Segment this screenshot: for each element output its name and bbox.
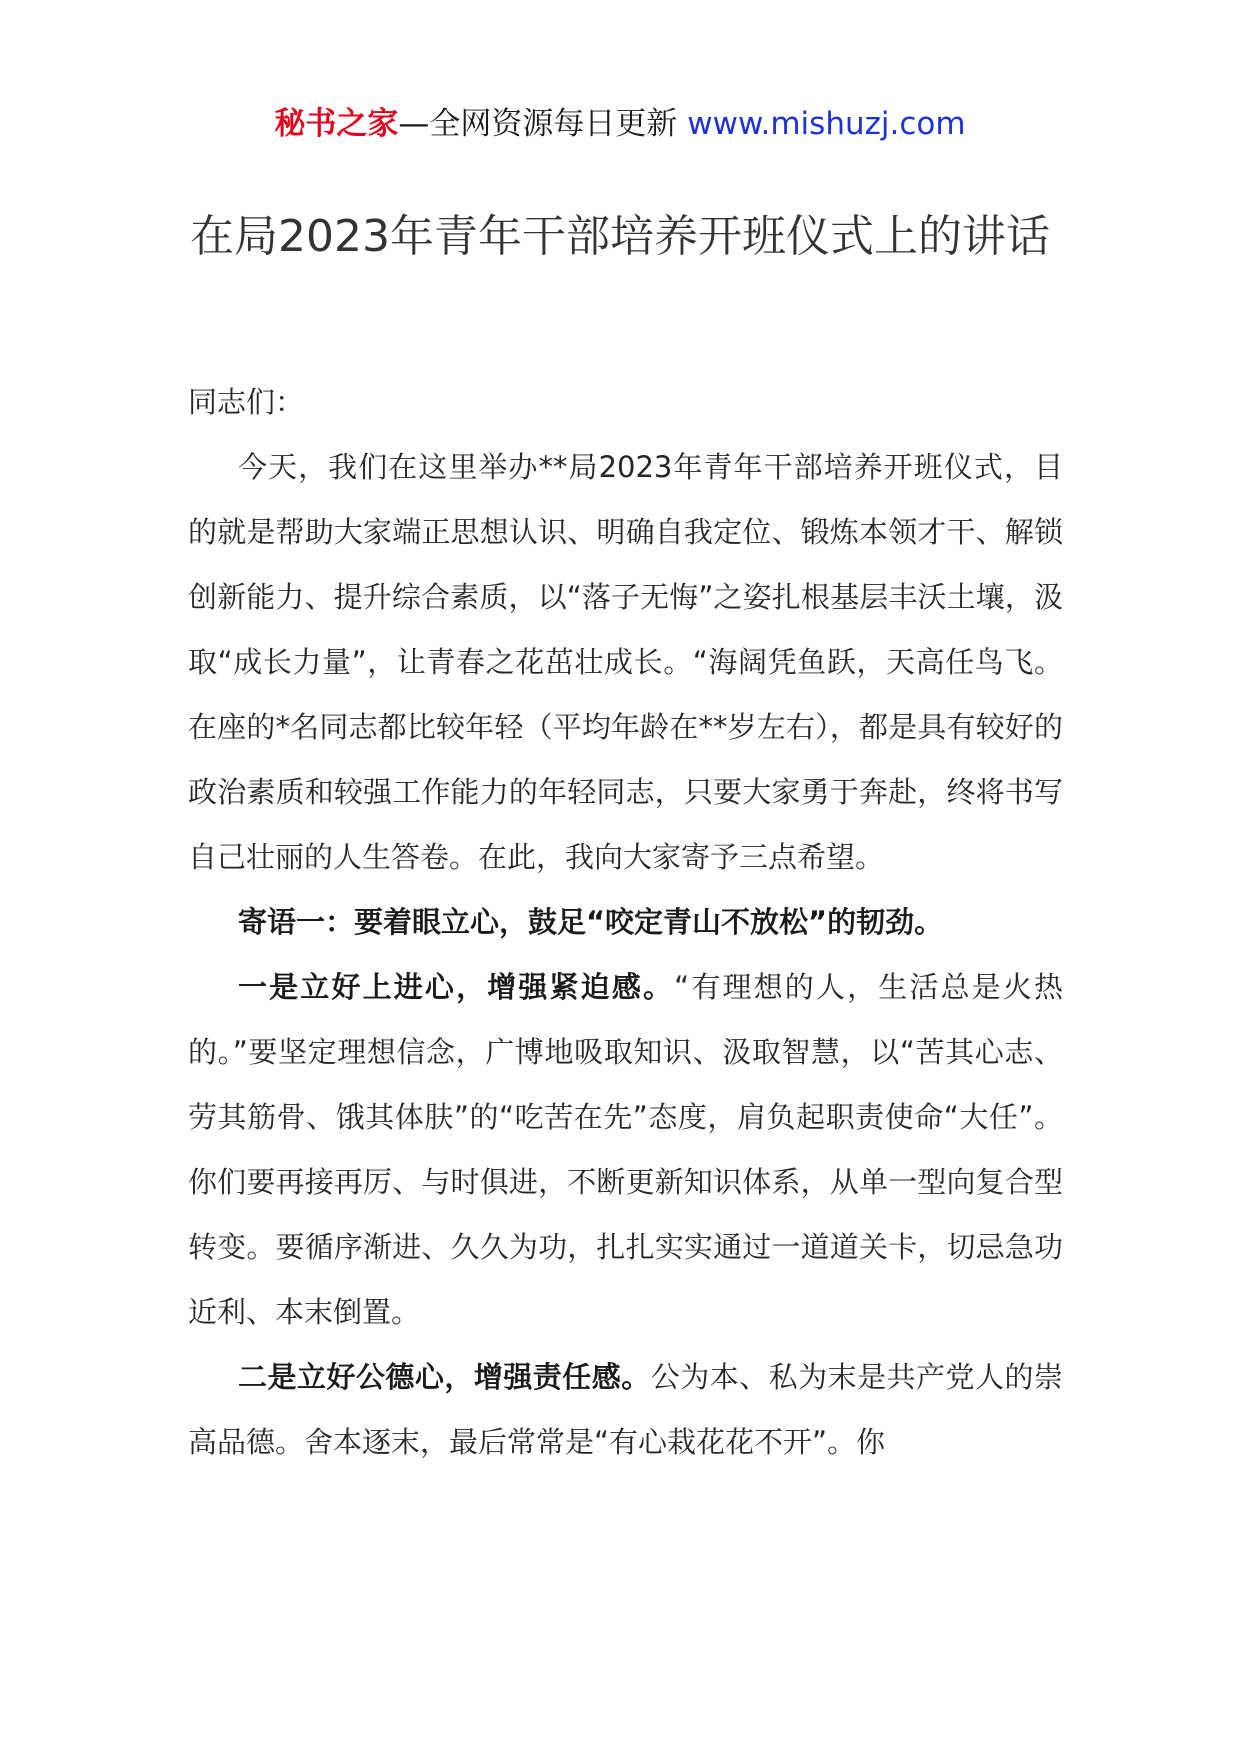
- paragraph-point-1: [188, 955, 1063, 1345]
- salutation: 同志们：: [188, 385, 305, 419]
- point-1-lead: 一是立好上进心，增强紧迫感。: [238, 970, 675, 1004]
- section-heading-1: 寄语一：要着眼立心，鼓足“咬定青山不放松”的韧劲。: [238, 905, 944, 939]
- brand-name: 秘书之家: [274, 106, 399, 142]
- point-2-text: 公为本、私为末是共产党人的崇高品德。舍本逐末，最后常常是“有心栽花花不开”。你: [188, 1360, 1063, 1459]
- site-url-link[interactable]: www.mishuzj.com: [687, 106, 966, 142]
- header-tagline: —全网资源每日更新: [398, 106, 678, 142]
- paragraph-point-2: [188, 1345, 1063, 1475]
- point-2-lead: 二是立好公德心，增强责任感。: [238, 1360, 651, 1394]
- document-body: [188, 370, 1063, 1475]
- point-1-text: “有理想的人，生活总是火热的。”要坚定理想信念，广博地吸取知识、汲取智慧，以“苦其心志、劳其筋骨、饿其体肤”的“吃苦在先”态度，肩负起职责使命“大任”。你们要再接再厉、与时俱进，不断更新知识体系，从单一型向复合型转变。要循序渐进、久久为功，扎扎实实通过一道道关卡，切忌急功近利、本末倒置。: [188, 970, 1063, 1329]
- paragraph-intro: 今天，我们在这里举办**局2023年青年干部培养开班仪式，目的就是帮助大家端正思想认识、明确自我定位、锻炼本领才干、解锁创新能力、提升综合素质，以“落子无悔”之姿扎根基层丰沃土壤，汲取“成长力量”，让青春之花茁壮成长。“海阔凭鱼跃，天高任鸟飞。在座的*名同志都比较年轻（平均年龄在**岁左右），都是具有较好的政治素质和较强工作能力的年轻同志，只要大家勇于奔赴，终将书写自己壮丽的人生答卷。在此，我向大家寄予三点希望。: [188, 450, 1063, 874]
- document-title: 在局2023年青年干部培养开班仪式上的讲话: [190, 211, 1050, 262]
- site-header: [0, 100, 1240, 148]
